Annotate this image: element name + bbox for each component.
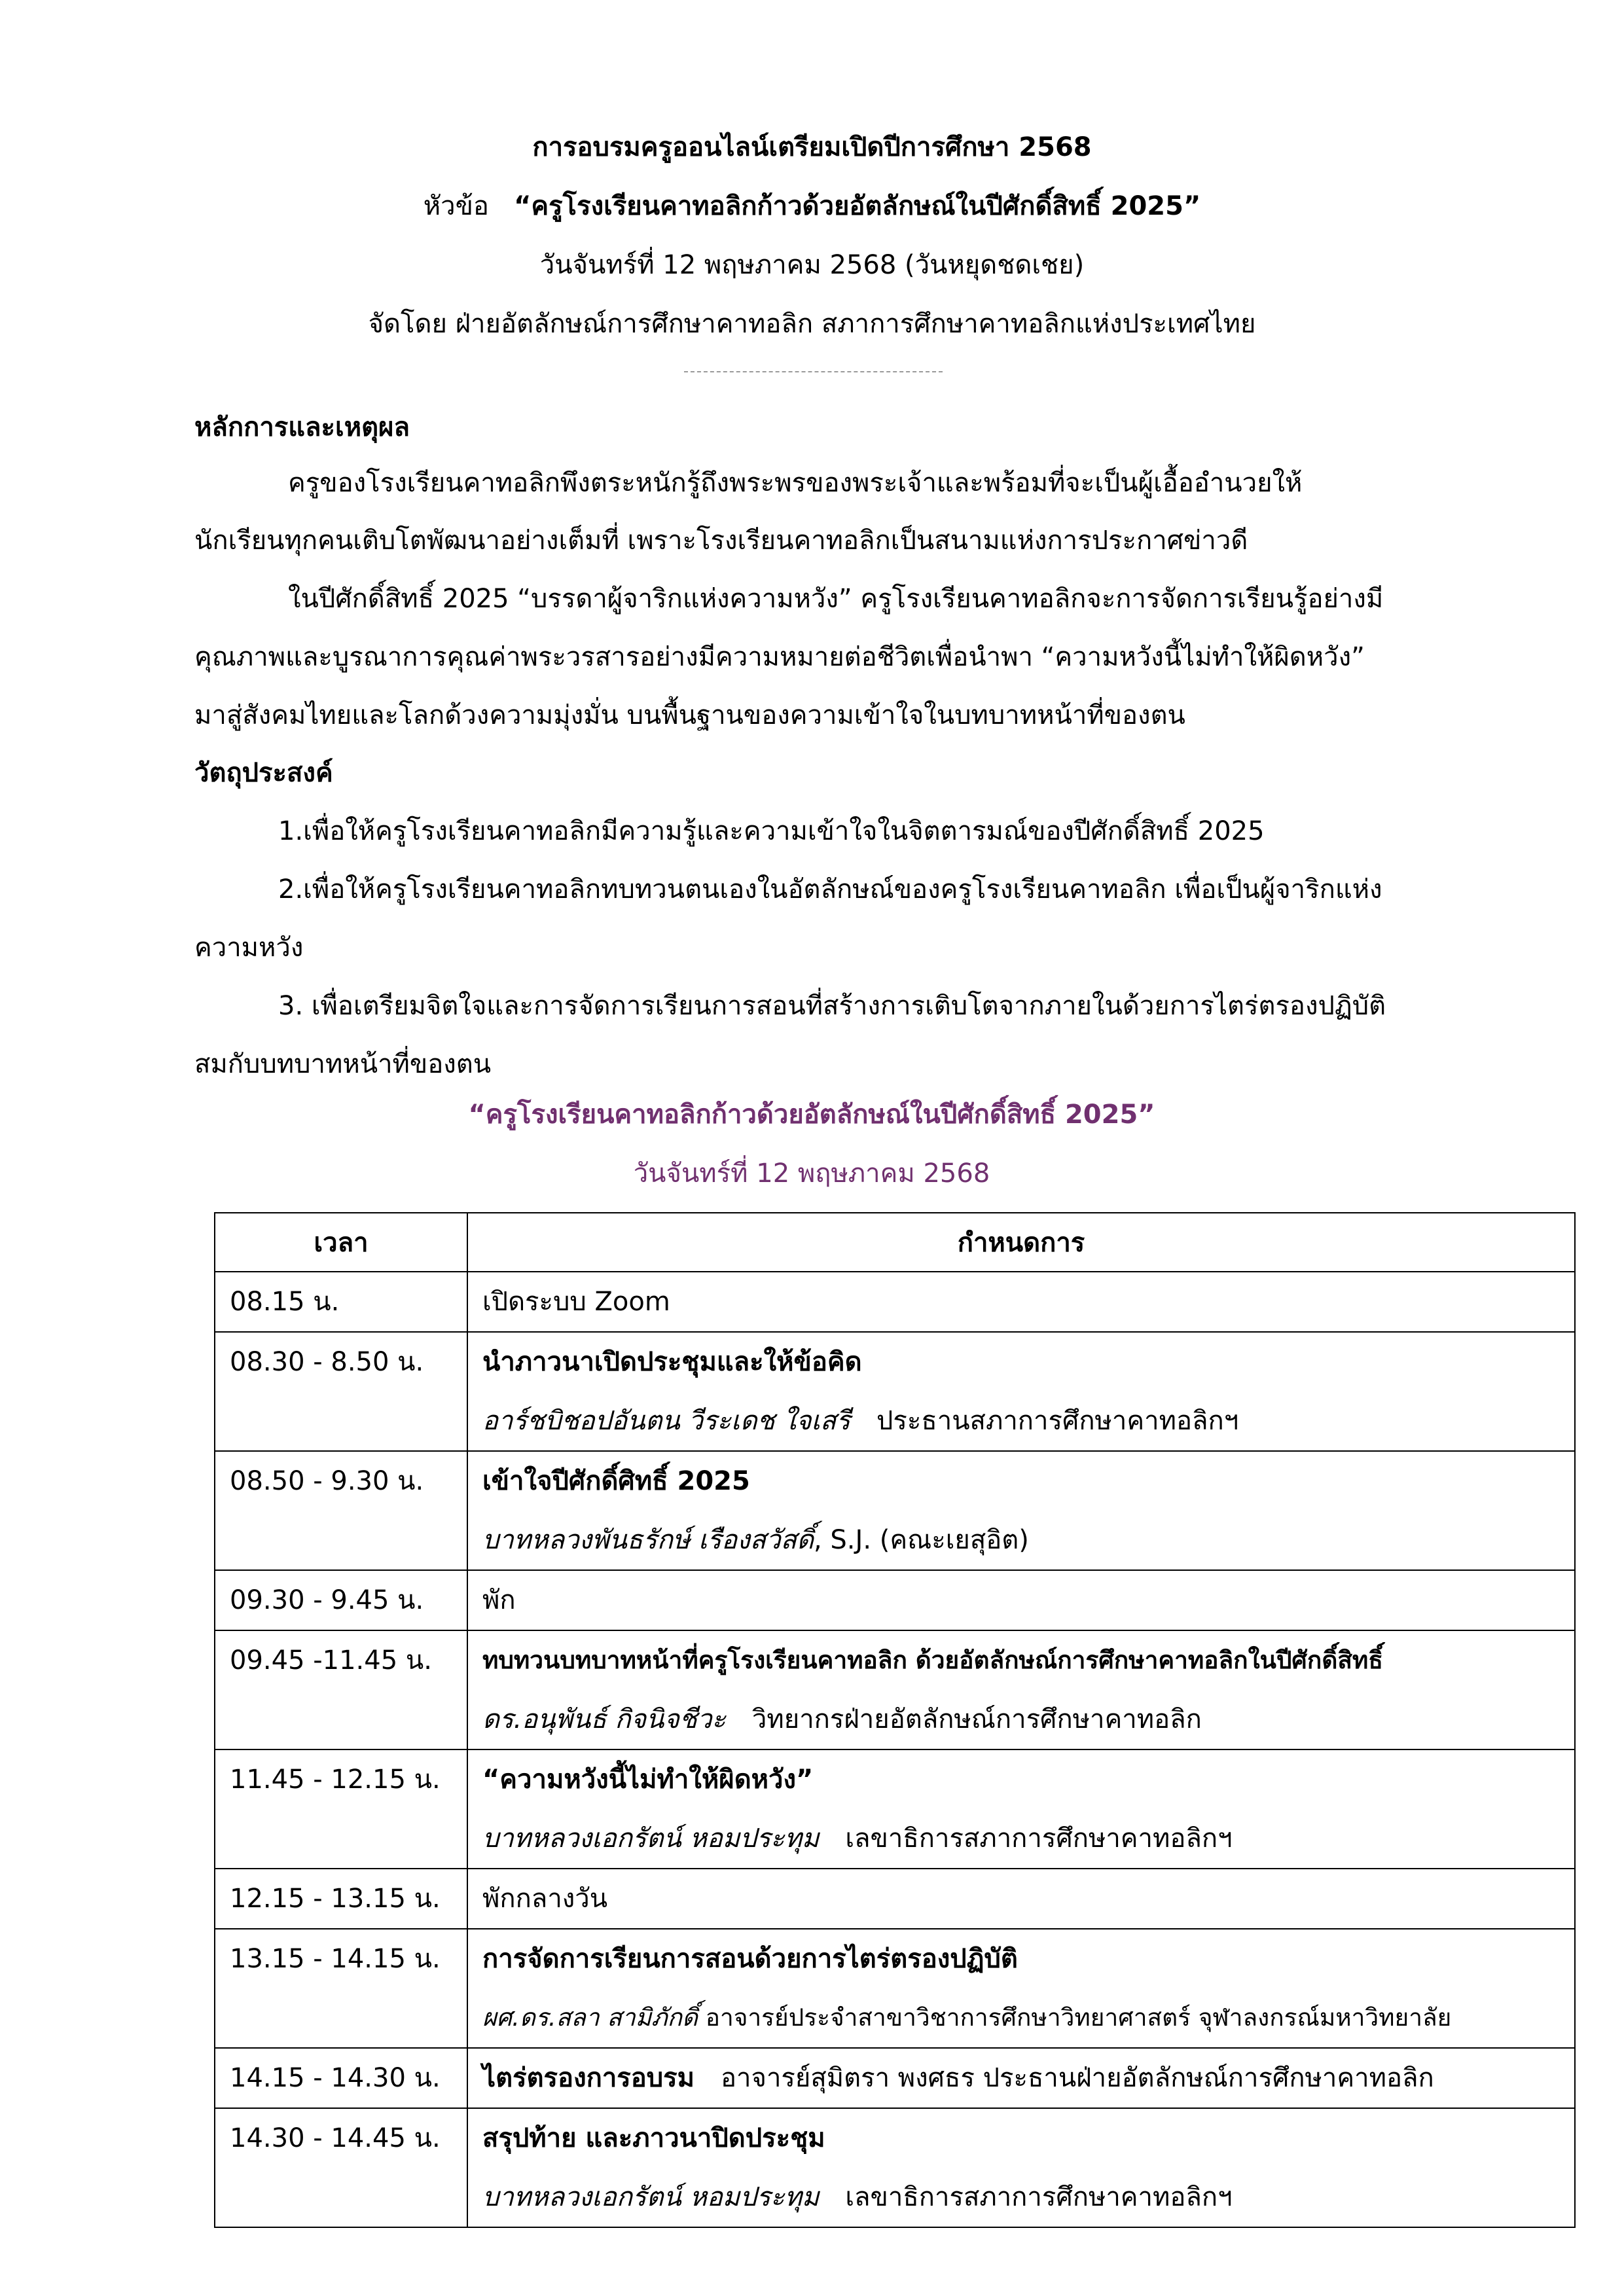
row-role: อาจารย์สุมิตรา พงศธร ประธานฝ่ายอัตลักษณ์การศึกษาคาทอลิก (721, 2063, 1434, 2093)
row-speaker-line (482, 1809, 1560, 1868)
row-speaker: ผศ.ดร.สลา สามิภักดิ์ (482, 2003, 698, 2032)
objective-3-line1: 3. เพื่อเตรียมจิตใจและการจัดการเรียนการสอนที่สร้างการเติบโตจากภายในด้วยการไตร่ตรองปฏิบัติ (278, 991, 1386, 1021)
column-header-agenda: กำหนดการ (467, 1213, 1575, 1272)
rationale-p2-line2: คุณภาพและบูรณาการคุณค่าพระวรสารอย่างมีความหมายต่อชีวิตเพื่อนำพา “ความหวังนี้ไม่ทำให้ผิดหวัง” (194, 642, 1365, 672)
row-time: 09.30 - 9.45 น. (230, 1585, 424, 1615)
row-time: 13.15 - 14.15 น. (230, 1944, 441, 1974)
row-role: เลขาธิการสภาการศึกษาคาทอลิกฯ (845, 1823, 1233, 1854)
header-divider (684, 371, 943, 372)
row-item: พัก (482, 1585, 516, 1615)
topic-title: “ครูโรงเรียนคาทอลิกก้าวด้วยอัตลักษณ์ในปีศักดิ์สิทธิ์ 2025” (514, 191, 1201, 221)
rationale-p2-line3: มาสู่สังคมไทยและโลกด้วงความมุ่งมั่น บนพื้นฐานของความเข้าใจในบทบาทหน้าที่ของตน (194, 700, 1185, 730)
row-time: 11.45 - 12.15 น. (230, 1765, 441, 1795)
row-speaker-line (482, 1391, 1560, 1450)
row-time: 08.30 - 8.50 น. (230, 1347, 424, 1377)
column-header-time: เวลา (215, 1213, 467, 1272)
rationale-p2-line1: ในปีศักดิ์สิทธิ์ 2025 “บรรดาผู้จาริกแห่งความหวัง” ครูโรงเรียนคาทอลิกจะการจัดการเรียนรู้อย่างมี (288, 584, 1384, 614)
row-item: เปิดระบบ Zoom (482, 1287, 670, 1317)
document-title: การอบรมครูออนไลน์เตรียมเปิดปีการศึกษา 2568 (532, 132, 1092, 162)
row-time: 08.15 น. (230, 1287, 340, 1317)
row-time: 14.30 - 14.45 น. (230, 2123, 441, 2153)
row-item: นำภาวนาเปิดประชุมและให้ข้อคิด (482, 1347, 862, 1377)
objective-1: 1.เพื่อให้ครูโรงเรียนคาทอลิกมีความรู้และความเข้าใจในจิตตารมณ์ของปีศักดิ์สิทธิ์ 2025 (278, 816, 1265, 846)
row-time: 08.50 - 9.30 น. (230, 1466, 424, 1496)
topic-line (0, 185, 1624, 226)
schedule-date: วันจันทร์ที่ 12 พฤษภาคม 2568 (633, 1158, 990, 1189)
table-header-row (215, 1213, 1575, 1272)
row-time: 12.15 - 13.15 น. (230, 1884, 441, 1914)
row-speaker-line (482, 2168, 1560, 2227)
row-speaker: อาร์ชบิชอปอันตน วีระเดช ใจเสรี (482, 1406, 850, 1436)
row-item: “ความหวังนี้ไม่ทำให้ผิดหวัง” (482, 1765, 814, 1795)
row-speaker-line (482, 1511, 1560, 1570)
row-item: เข้าใจปีศักดิ์ศิทธิ์ 2025 (482, 1466, 750, 1496)
topic-label: หัวข้อ (423, 191, 489, 221)
row-role: วิทยากรฝ่ายอัตลักษณ์การศึกษาคาทอลิก (751, 1704, 1202, 1734)
objective-3-line2: สมกับบทบาทหน้าที่ของตน (194, 1049, 492, 1079)
table-row (215, 1929, 1575, 2048)
rationale-p1-line1: ครูของโรงเรียนคาทอลิกพึงตระหนักรู้ถึงพระพรของพระเจ้าและพร้อมที่จะเป็นผู้เอื้ออำนวยให้ (288, 468, 1303, 498)
table-row (215, 2108, 1575, 2227)
row-role: อาจารย์ประจำสาขาวิชาการศึกษาวิทยาศาสตร์ จุฬาลงกรณ์มหาวิทยาลัย (705, 2003, 1452, 2032)
schedule-title: “ครูโรงเรียนคาทอลิกก้าวด้วยอัตลักษณ์ในปีศักดิ์สิทธิ์ 2025” (468, 1100, 1155, 1130)
row-role: เลขาธิการสภาการศึกษาคาทอลิกฯ (845, 2182, 1233, 2212)
row-speaker-line (482, 1690, 1560, 1749)
schedule-table (214, 1212, 1576, 2228)
row-item: ไตร่ตรองการอบรม (482, 2063, 695, 2093)
row-item: การจัดการเรียนการสอนด้วยการไตร่ตรองปฏิบัติ (482, 1944, 1018, 1974)
table-row (215, 1272, 1575, 1332)
table-row (215, 1869, 1575, 1929)
row-role: ประธานสภาการศึกษาคาทอลิกฯ (876, 1406, 1239, 1436)
row-role: , S.J. (คณะเยสุอิต) (813, 1525, 1029, 1555)
row-item: สรุปท้าย และภาวนาปิดประชุม (482, 2123, 825, 2153)
objective-2-line2: ความหวัง (194, 933, 304, 963)
table-row (215, 1451, 1575, 1570)
table-row (215, 1570, 1575, 1630)
table-row (215, 1749, 1575, 1869)
rationale-p1-line2: นักเรียนทุกคนเติบโตพัฒนาอย่างเต็มที่ เพราะโรงเรียนคาทอลิกเป็นสนามแห่งการประกาศข่าวดี (194, 526, 1248, 556)
row-speaker: บาทหลวงเอกรัตน์ หอมประทุม (482, 2182, 820, 2212)
row-speaker: บาทหลวงเอกรัตน์ หอมประทุม (482, 1823, 820, 1854)
rationale-heading: หลักการและเหตุผล (194, 412, 410, 442)
row-item-line (482, 2049, 1560, 2108)
table-row (215, 2048, 1575, 2108)
row-time: 09.45 -11.45 น. (230, 1645, 432, 1676)
table-row (215, 1332, 1575, 1451)
organizer: จัดโดย ฝ่ายอัตลักษณ์การศึกษาคาทอลิก สภาการศึกษาคาทอลิกแห่งประเทศไทย (368, 309, 1256, 339)
row-time: 14.15 - 14.30 น. (230, 2063, 441, 2093)
objective-2-line1: 2.เพื่อให้ครูโรงเรียนคาทอลิกทบทวนตนเองในอัตลักษณ์ของครูโรงเรียนคาทอลิก เพื่อเป็นผู้จาริกแห่ง (278, 874, 1382, 905)
row-item: พักกลางวัน (482, 1884, 608, 1914)
row-speaker: ดร.อนุพันธ์ กิจนิจชีวะ (482, 1704, 726, 1734)
row-item: ทบทวนบทบาทหน้าที่ครูโรงเรียนคาทอลิก ด้วยอัตลักษณ์การศึกษาคาทอลิกในปีศักดิ์สิทธิ์ (482, 1646, 1383, 1674)
row-speaker-line (482, 1988, 1560, 2047)
objectives-heading: วัตถุประสงค์ (194, 758, 333, 788)
row-speaker: บาทหลวงพันธรักษ์ เรืองสวัสดิ์ (482, 1525, 814, 1555)
table-row (215, 1630, 1575, 1749)
event-date: วันจันทร์ที่ 12 พฤษภาคม 2568 (วันหยุดชดเชย) (539, 250, 1085, 280)
